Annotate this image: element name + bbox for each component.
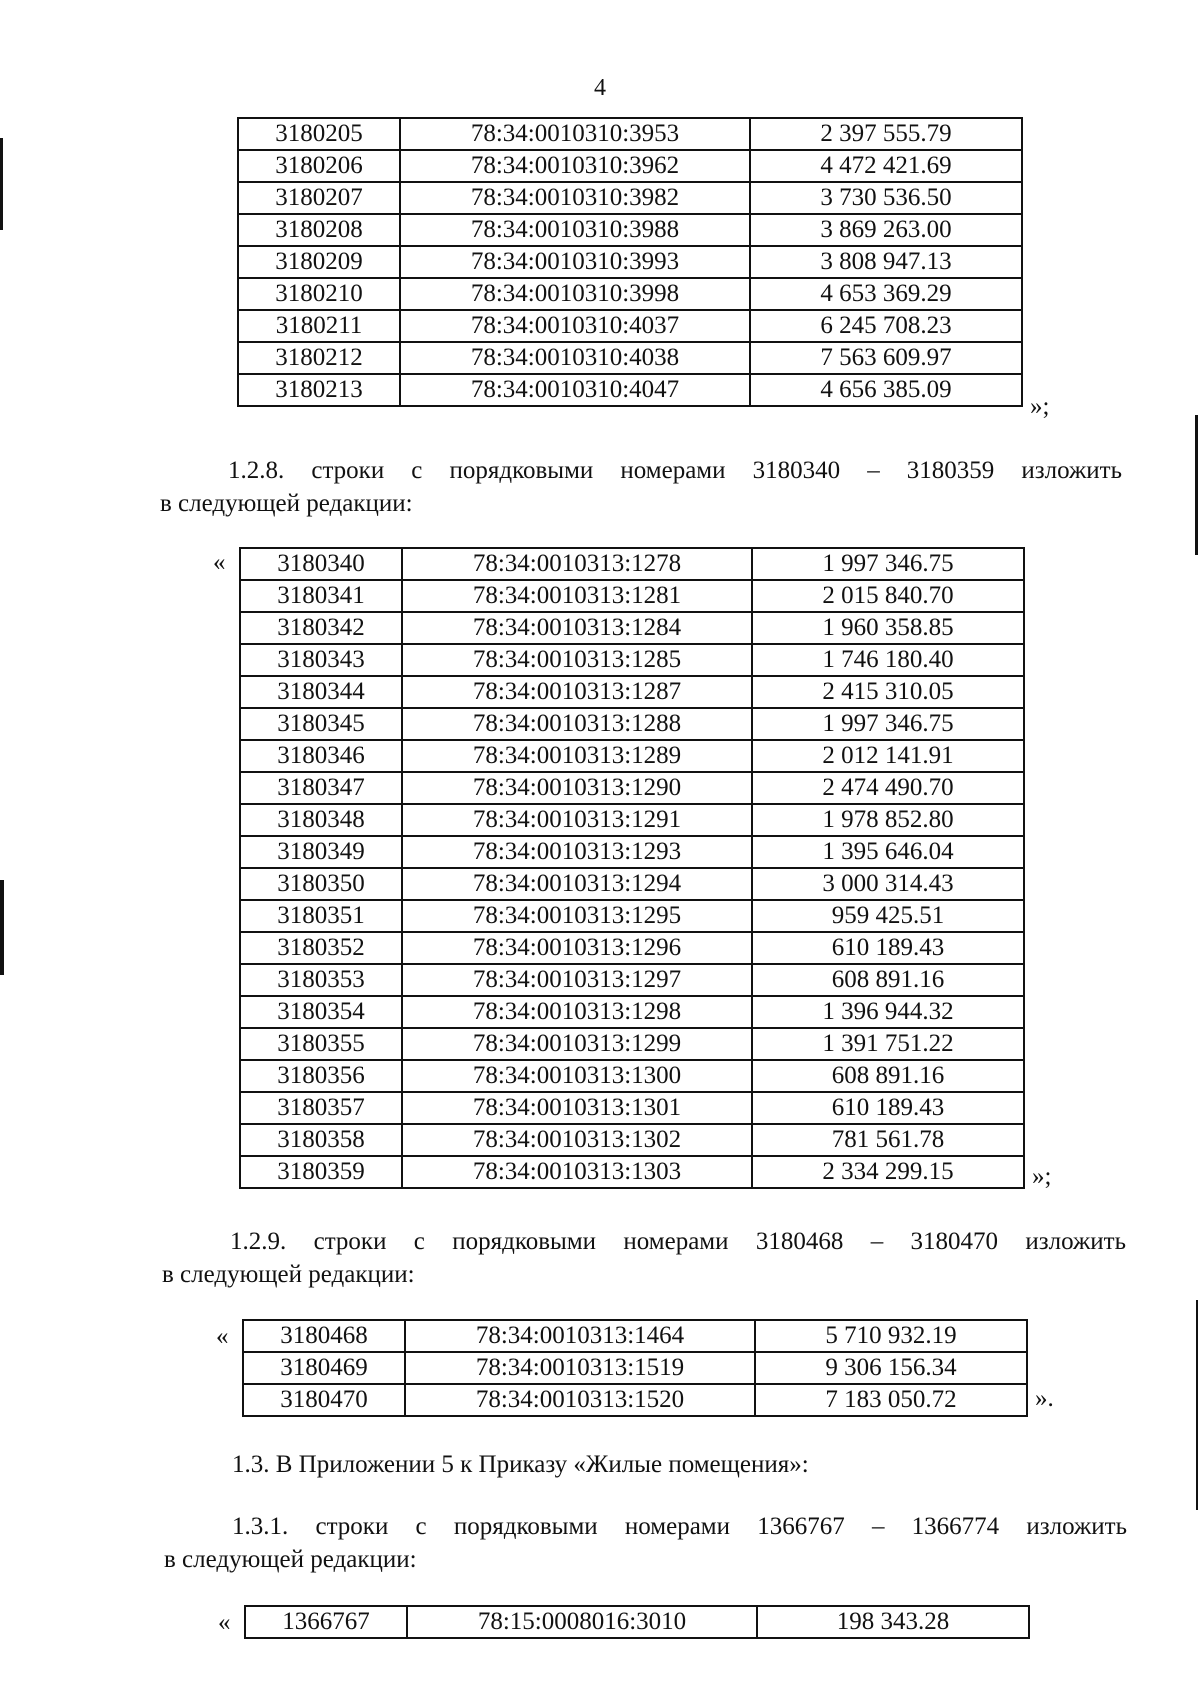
table-body [245,1606,1029,1638]
table-row [240,676,1024,708]
table-body [243,1320,1027,1416]
paragraph-1-2-9 [162,1225,1126,1291]
cadastral-value-cell: 9 306 156.34 [755,1352,1027,1384]
cadastral-number-cell: 78:34:0010310:3953 [400,118,750,150]
cadastral-number-cell: 78:34:0010313:1288 [402,708,752,740]
cadastral-value-cell: 1 395 646.04 [752,836,1024,868]
cadastral-number-cell: 78:34:0010310:4047 [400,374,750,406]
table-row [240,964,1024,996]
row-number-cell: 3180356 [240,1060,402,1092]
cadastral-number-cell: 78:34:0010310:3998 [400,278,750,310]
cadastral-value-cell: 3 808 947.13 [750,246,1022,278]
table-row [238,342,1022,374]
row-number-cell: 3180213 [238,374,400,406]
scan-margin-mark [1196,1300,1198,1510]
cadastral-value-cell: 2 012 141.91 [752,740,1024,772]
row-number-cell: 3180341 [240,580,402,612]
row-number-cell: 3180206 [238,150,400,182]
cadastral-value-cell: 1 997 346.75 [752,708,1024,740]
paragraph-1-3: 1.3. В Приложении 5 к Приказу «Жилые помещения»: [232,1451,809,1478]
scan-margin-mark [1195,415,1198,555]
row-number-cell: 3180347 [240,772,402,804]
cadastral-number-cell: 78:34:0010313:1285 [402,644,752,676]
cadastral-value-cell: 198 343.28 [757,1606,1029,1638]
row-number-cell: 3180211 [238,310,400,342]
table-row [238,182,1022,214]
table-3180340-3180359 [239,547,1025,1189]
table-row [240,644,1024,676]
table-row [240,996,1024,1028]
row-number-cell: 3180212 [238,342,400,374]
paragraph-line: 1.3.1. строки с порядковыми номерами 1366767 – 1366774 изложить [232,1513,1127,1540]
table-row [240,580,1024,612]
table-row [240,1124,1024,1156]
table-3180468-3180470 [242,1319,1028,1417]
cadastral-value-cell: 4 653 369.29 [750,278,1022,310]
cadastral-number-cell: 78:34:0010310:3962 [400,150,750,182]
cadastral-value-cell: 3 000 314.43 [752,868,1024,900]
cadastral-number-cell: 78:34:0010313:1284 [402,612,752,644]
table-row [238,214,1022,246]
row-number-cell: 3180345 [240,708,402,740]
table-row [238,374,1022,406]
table-row [238,310,1022,342]
row-number-cell: 3180209 [238,246,400,278]
row-number-cell: 3180346 [240,740,402,772]
cadastral-number-cell: 78:34:0010313:1302 [402,1124,752,1156]
table-row [240,1092,1024,1124]
scan-margin-mark [0,138,3,230]
cadastral-number-cell: 78:34:0010313:1290 [402,772,752,804]
cadastral-number-cell: 78:34:0010313:1297 [402,964,752,996]
cadastral-number-cell: 78:34:0010313:1291 [402,804,752,836]
paragraph-line: 1.2.8. строки с порядковыми номерами 3180340 – 3180359 изложить [228,457,1122,484]
cadastral-number-cell: 78:34:0010313:1281 [402,580,752,612]
row-number-cell: 1366767 [245,1606,407,1638]
page-number: 4 [594,75,606,101]
cadastral-value-cell: 959 425.51 [752,900,1024,932]
row-number-cell: 3180210 [238,278,400,310]
cadastral-number-cell: 78:34:0010310:3988 [400,214,750,246]
table-row [238,278,1022,310]
cadastral-value-cell: 4 472 421.69 [750,150,1022,182]
table-row [238,246,1022,278]
row-number-cell: 3180343 [240,644,402,676]
row-number-cell: 3180359 [240,1156,402,1188]
cadastral-value-cell: 2 415 310.05 [752,676,1024,708]
row-number-cell: 3180348 [240,804,402,836]
cadastral-value-cell: 7 183 050.72 [755,1384,1027,1416]
row-number-cell: 3180468 [243,1320,405,1352]
paragraph-1-2-8 [160,454,1122,520]
table-row [238,118,1022,150]
row-number-cell: 3180355 [240,1028,402,1060]
table-row [243,1352,1027,1384]
cadastral-number-cell: 78:34:0010313:1301 [402,1092,752,1124]
cadastral-value-cell: 610 189.43 [752,1092,1024,1124]
cadastral-number-cell: 78:34:0010313:1295 [402,900,752,932]
row-number-cell: 3180340 [240,548,402,580]
cadastral-value-cell: 781 561.78 [752,1124,1024,1156]
paragraph-line: в следующей редакции: [164,1546,417,1573]
cadastral-number-cell: 78:15:0008016:3010 [407,1606,757,1638]
cadastral-value-cell: 2 015 840.70 [752,580,1024,612]
opening-quote: « [218,1609,231,1636]
cadastral-value-cell: 4 656 385.09 [750,374,1022,406]
table-row [240,1060,1024,1092]
row-number-cell: 3180350 [240,868,402,900]
cadastral-number-cell: 78:34:0010310:4037 [400,310,750,342]
cadastral-value-cell: 1 997 346.75 [752,548,1024,580]
paragraph-1-3-1 [164,1510,1127,1576]
cadastral-value-cell: 5 710 932.19 [755,1320,1027,1352]
cadastral-value-cell: 2 397 555.79 [750,118,1022,150]
table-body [240,548,1024,1188]
row-number-cell: 3180470 [243,1384,405,1416]
row-number-cell: 3180349 [240,836,402,868]
table-row [240,548,1024,580]
cadastral-number-cell: 78:34:0010313:1294 [402,868,752,900]
cadastral-number-cell: 78:34:0010313:1278 [402,548,752,580]
cadastral-number-cell: 78:34:0010313:1299 [402,1028,752,1060]
cadastral-number-cell: 78:34:0010310:3993 [400,246,750,278]
cadastral-value-cell: 1 391 751.22 [752,1028,1024,1060]
paragraph-line: в следующей редакции: [160,490,413,517]
table-row [240,772,1024,804]
paragraph-line: 1.2.9. строки с порядковыми номерами 3180468 – 3180470 изложить [230,1228,1126,1255]
cadastral-value-cell: 608 891.16 [752,1060,1024,1092]
table-row [240,900,1024,932]
cadastral-value-cell: 3 730 536.50 [750,182,1022,214]
cadastral-value-cell: 7 563 609.97 [750,342,1022,374]
row-number-cell: 3180344 [240,676,402,708]
cadastral-number-cell: 78:34:0010310:4038 [400,342,750,374]
cadastral-number-cell: 78:34:0010313:1519 [405,1352,755,1384]
table-row [243,1320,1027,1352]
cadastral-value-cell: 2 334 299.15 [752,1156,1024,1188]
table-row [240,836,1024,868]
row-number-cell: 3180469 [243,1352,405,1384]
row-number-cell: 3180354 [240,996,402,1028]
table-row [240,804,1024,836]
cadastral-value-cell: 1 396 944.32 [752,996,1024,1028]
cadastral-number-cell: 78:34:0010313:1287 [402,676,752,708]
table-row [240,868,1024,900]
cadastral-value-cell: 1 960 358.85 [752,612,1024,644]
cadastral-number-cell: 78:34:0010310:3982 [400,182,750,214]
closing-quote: ». [1035,1385,1054,1412]
cadastral-value-cell: 1 978 852.80 [752,804,1024,836]
table-row [240,1028,1024,1060]
table-1366767 [244,1605,1030,1639]
row-number-cell: 3180207 [238,182,400,214]
cadastral-number-cell: 78:34:0010313:1300 [402,1060,752,1092]
row-number-cell: 3180352 [240,932,402,964]
cadastral-value-cell: 608 891.16 [752,964,1024,996]
row-number-cell: 3180358 [240,1124,402,1156]
cadastral-number-cell: 78:34:0010313:1298 [402,996,752,1028]
opening-quote: « [216,1323,229,1350]
table-row [240,932,1024,964]
cadastral-number-cell: 78:34:0010313:1293 [402,836,752,868]
cadastral-number-cell: 78:34:0010313:1520 [405,1384,755,1416]
cadastral-value-cell: 3 869 263.00 [750,214,1022,246]
table-row [238,150,1022,182]
row-number-cell: 3180357 [240,1092,402,1124]
paragraph-line: в следующей редакции: [162,1261,415,1288]
table-row [240,708,1024,740]
row-number-cell: 3180353 [240,964,402,996]
opening-quote: « [213,549,226,576]
cadastral-number-cell: 78:34:0010313:1296 [402,932,752,964]
table-row [245,1606,1029,1638]
table-row [240,740,1024,772]
cadastral-number-cell: 78:34:0010313:1289 [402,740,752,772]
row-number-cell: 3180342 [240,612,402,644]
cadastral-number-cell: 78:34:0010313:1464 [405,1320,755,1352]
row-number-cell: 3180208 [238,214,400,246]
table-row [240,612,1024,644]
cadastral-value-cell: 610 189.43 [752,932,1024,964]
cadastral-number-cell: 78:34:0010313:1303 [402,1156,752,1188]
row-number-cell: 3180351 [240,900,402,932]
cadastral-value-cell: 6 245 708.23 [750,310,1022,342]
closing-quote: »; [1030,393,1050,420]
cadastral-value-cell: 2 474 490.70 [752,772,1024,804]
cadastral-value-cell: 1 746 180.40 [752,644,1024,676]
row-number-cell: 3180205 [238,118,400,150]
table-3180205-3180213 [237,117,1023,407]
table-body [238,118,1022,406]
closing-quote: »; [1032,1163,1052,1190]
table-row [240,1156,1024,1188]
scan-margin-mark [0,880,4,975]
table-row [243,1384,1027,1416]
